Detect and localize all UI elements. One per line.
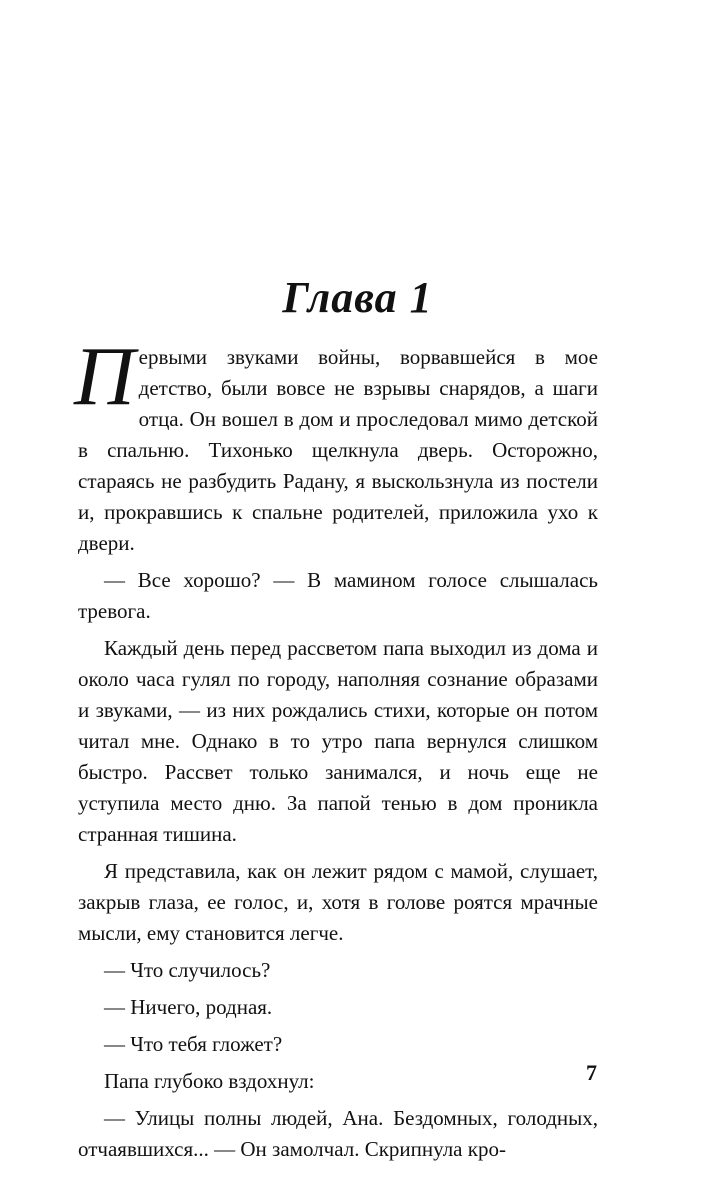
paragraph-1-text: ервыми звуками войны, ворвавшейся в мое детство, были вовсе не взрывы снарядов, а шаги отца. Он вошел в дом и проследовал мимо детской в спальню. Тихонько щелкнула дверь. Осторожно, стараясь не разбудить Радану, я выскользнула из постели и, прокравшись к спальне родителей, приложила ухо к двери. [78, 345, 598, 555]
paragraph-6: — Ничего, родная. [104, 995, 273, 1019]
chapter-title: Глава 1 [282, 273, 433, 322]
paragraph-9: — Улицы полны людей, Ана. Бездомных, голодных, отчаявшихся... — Он замолчал. Скрипнула кро- [78, 1106, 598, 1161]
body-text [74, 330, 598, 1171]
paragraph-2: — Все хорошо? — В мамином голосе слышалась тревога. [78, 568, 598, 623]
page-number: 7 [586, 1060, 597, 1085]
paragraph-4: Я представила, как он лежит рядом с мамой, слушает, закрыв глаза, ее голос, и, хотя в голове роятся мрачные мысли, ему становится легче. [78, 859, 598, 945]
paragraph-7: — Что тебя гложет? [104, 1032, 283, 1056]
paragraph-8: Папа глубоко вздохнул: [104, 1069, 315, 1093]
drop-cap-letter: П [74, 330, 135, 423]
paragraph-1 [74, 330, 598, 559]
paragraph-3: Каждый день перед рассветом папа выходил из дома и около часа гулял по городу, наполняя сознание образами и звуками, — из них рождались стихи, которые он потом читал мне. Однако в то утро папа вернулся слишком быстро. Рассвет только занимался, и ночь еще не уступила место дню. За папой тенью в дом проникла странная тишина. [78, 636, 598, 846]
paragraph-5: — Что случилось? [104, 958, 271, 982]
